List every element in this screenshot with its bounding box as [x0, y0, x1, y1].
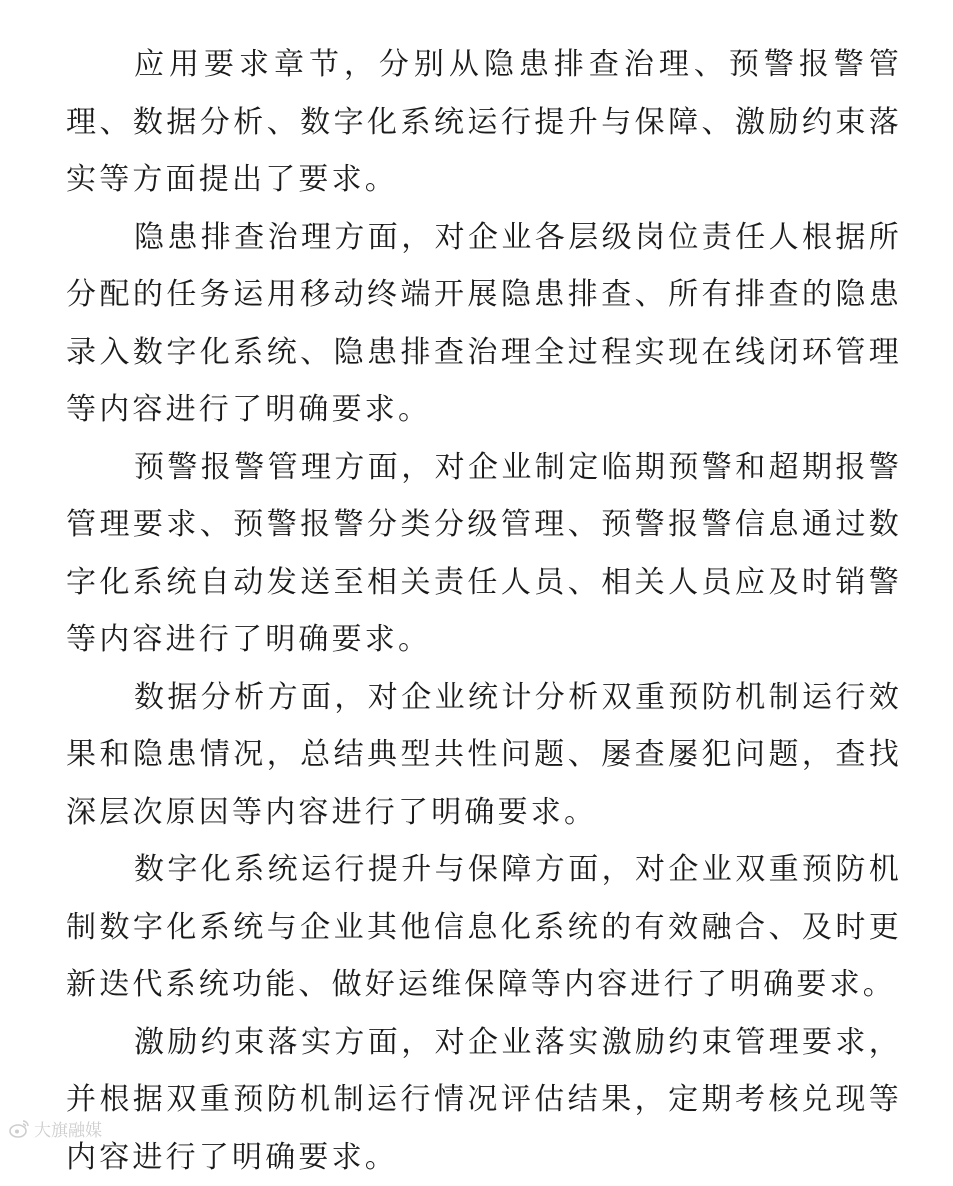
weibo-icon	[8, 1118, 30, 1140]
paragraph-intro: 应用要求章节，分别从隐患排查治理、预警报警管理、数据分析、数字化系统运行提升与保障、激励约束落实等方面提出了要求。	[66, 36, 902, 209]
paragraph-data-analysis: 数据分析方面，对企业统计分析双重预防机制运行效果和隐患情况，总结典型共性问题、屡查屡犯问题，查找深层次原因等内容进行了明确要求。	[66, 669, 902, 842]
paragraph-incentive: 激励约束落实方面，对企业落实激励约束管理要求，并根据双重预防机制运行情况评估结果，定期考核兑现等内容进行了明确要求。	[66, 1014, 902, 1186]
watermark	[8, 1116, 102, 1141]
watermark-text: 大旗融媒	[34, 1116, 102, 1141]
document-body	[66, 36, 902, 1186]
paragraph-digital-system: 数字化系统运行提升与保障方面，对企业双重预防机制数字化系统与企业其他信息化系统的有效融合、及时更新迭代系统功能、做好运维保障等内容进行了明确要求。	[66, 841, 902, 1014]
paragraph-warning-alarm: 预警报警管理方面，对企业制定临期预警和超期报警管理要求、预警报警分类分级管理、预警报警信息通过数字化系统自动发送至相关责任人员、相关人员应及时销警等内容进行了明确要求。	[66, 439, 902, 669]
paragraph-hazard-inspection: 隐患排查治理方面，对企业各层级岗位责任人根据所分配的任务运用移动终端开展隐患排查、所有排查的隐患录入数字化系统、隐患排查治理全过程实现在线闭环管理等内容进行了明确要求。	[66, 209, 902, 439]
